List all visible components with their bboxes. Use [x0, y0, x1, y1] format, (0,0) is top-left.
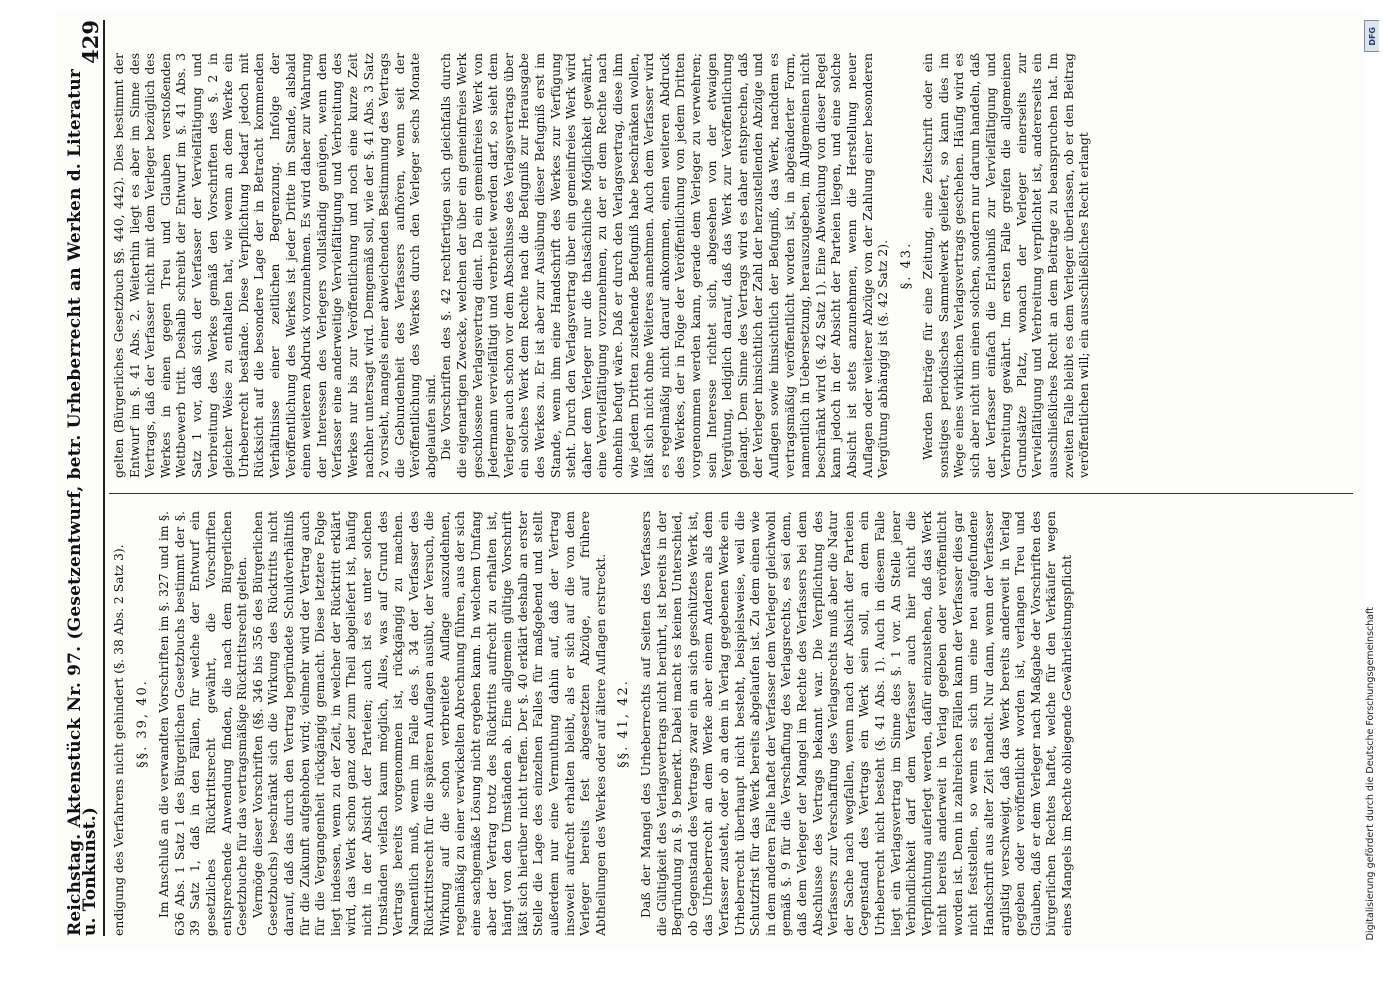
- left-column: [111, 511, 1351, 936]
- paragraph: Daß der Mangel des Urheberrechts auf Seiten des Verfassers die Gültigkeit des Verlagsvertrags nicht berührt, ist bereits in der Begründung zu §. 9 bemerkt. Dabei macht es keinen Unterschied, ob Gegenstand des Vertrags zwar ein an sich geschütztes Werk ist, das Urheberrecht an dem Werke aber einem Anderen als dem Verfasser zusteht, oder ob an dem in Verlag gegebenen Werke ein Urheberrecht überhaupt nicht besteht, beispielsweise, weil die Schutzfrist für das Werk bereits abgelaufen ist. Zu dem einen wie in dem anderen Falle haftet der Verfasser dem Verleger gleichwohl gemäß §. 9 für die Verschaffung des Verlagsrechts, es sei denn, daß dem Verleger der Mangel im Rechte des Verfassers bei dem Abschlusse des Vertrags bekannt war. Die Verpflichtung des Verfassers zur Verschaffung des Verlagsrechts muß aber die Natur der Sache nach wegfallen, wenn nach der Absicht der Parteien Gegenstand des Vertrags ein Werk sein soll, an dem ein Urheberrecht nicht besteht (§. 41 Abs. 1). Auch in diesem Falle liegt ein Verlagsvertrag im Sinne des §. 1 vor. An Stelle jener Verbindlichkeit darf dem Verfasser auch hier nicht die Verpflichtung auferlegt werden, dafür einzustehen, daß das Werk nicht bereits anderweit in Verlag gegeben oder veröffentlicht worden ist. Denn in zahlreichen Fällen kann der Verfasser dies gar nicht feststellen, so wenn es sich um eine neu aufgefundene Handschrift aus alter Zeit handelt. Nur dann, wenn der Verfasser arglistig verschweigt, daß das Werk bereits anderweit in Verlag gegeben oder veröffentlicht worden ist, verlangen Treu und Glauben, daß er dem Verleger nach Maßgabe der Vorschriften des bürgerlichen Rechtes haftet, welche für den Verkäufer wegen eines Mangels im Rechte obliegende Gewährleistungspflicht: [638, 511, 1075, 936]
- right-column: [111, 53, 1351, 478]
- dfg-logo: [1364, 20, 1379, 52]
- section-heading: §. 43.: [898, 241, 914, 290]
- dfg-logo-text: DFG: [1367, 26, 1377, 46]
- section-heading: §§. 41, 42.: [616, 679, 632, 768]
- page-number: 429: [78, 20, 104, 64]
- header-title: Reichstag. Aktenstück Nr. 97. (Gesetzentwurf, betr. Urheberrecht an Werken d. Literatur u. Tonkunst.): [64, 68, 101, 936]
- scanned-page: [55, 10, 1365, 950]
- column-divider: [109, 493, 1353, 494]
- paragraph: Vermöge dieser Vorschriften (§§. 346 bis 356 des Bürgerlichen Gesetzbuchs) beschränkt sich die Wirkung des Rücktritts nicht darauf, daß das durch den Vertrag begründete Schuldverhältniß für die Zukunft aufgehoben wird; vielmehr wird der Vertrag auch für die Vergangenheit rückgängig gemacht. Diese letztere Folge liegt indessen, wenn zu der Zeit, in welcher der Rücktritt erklärt wird, das Werk schon ganz oder zum Theil abgeliefert ist, häufig nicht in der Absicht der Parteien; auch ist es unter solchen Umständen vielfach kaum möglich, Alles, was auf Grund des Vertrags bereits vorgenommen ist, rückgängig zu machen. Namentlich muß, wenn im Falle des §. 34 der Verfasser des Rücktrittsrecht für die späteren Auflagen ausübt, der Versuch, die Wirkung auf die schon verbreitete Auflage auszudehnen, regelmäßig zu einer verwickelten Abrechnung führen, aus der sich eine sachgemäße Lösung nicht ergeben kann. In welchem Umfang aber der Vertrag trotz des Rücktritts aufrecht zu erhalten ist, hängt von den Umständen ab. Eine allgemein gültige Vorschrift läßt sich hierüber nicht treffen. Der §. 40 erklärt deshalb an erster Stelle die Lage des einzelnen Falles für maßgebend und stellt außerdem nur eine Vermuthung dahin auf, daß der Vertrag insoweit aufrecht erhalten bleibt, als er sich auf die von dem Verleger bereits fest abgesetzten Abzüge, auf frühere Abtheilungen des Werkes oder auf ältere Auflagen erstreckt.: [249, 511, 608, 936]
- paragraph: endigung des Verfahrens nicht gehindert (§. 38 Abs. 2 Satz 3).: [111, 544, 126, 936]
- running-header: [65, 20, 105, 936]
- section-heading: §§. 39, 40.: [134, 679, 150, 768]
- paragraph: Werden Beiträge für eine Zeitung, eine Zeitschrift oder ein sonstiges periodisches Sammelwerk geliefert, so kann dies im Wege eines wirklichen Verlagsvertrags geschehen. Häufig wird es sich aber nicht um einen solchen, sondern nur darum handeln, daß der Verfasser einfach die Erlaubniß zur Vervielfältigung und Verbreitung gewährt. Im ersten Falle greifen die allgemeinen Grundsätze Platz, wonach der Verleger einerseits zur Vervielfältigung und Verbreitung verpflichtet ist, andererseits ein ausschließliches Recht an dem Beitrage zu beanspruchen hat. Im zweiten Falle bleibt es dem Verleger überlassen, ob er den Beitrag veröffentlichen will; ein ausschließliches Recht erlangt: [920, 53, 1092, 478]
- paragraph: gelten (Bürgerliches Gesetzbuch §§. 440, 442). Dies bestimmt der Entwurf im §. 41 Abs. 2. Weiterhin liegt es aber im Sinne des Vertrags, daß der Verfasser nicht mit dem Verleger bezüglich des Werkes in einen gegen Treu und Glauben verstoßenden Wettbewerb tritt. Deshalb schreibt der Entwurf im §. 41 Abs. 3 Satz 1 vor, daß sich der Verfasser der Vervielfältigung und Verbreitung des Werkes gemäß den Vorschriften des §. 2 in gleicher Weise zu enthalten hat, wie wenn an dem Werke ein Urheberrecht bestände. Diese Verpflichtung bedarf jedoch mit Rücksicht auf die besondere Lage der in Betracht kommenden Verhältnisse einer zeitlichen Begrenzung. Infolge der Veröffentlichung des Werkes ist jeder Dritte im Stande, alsbald einen weiteren Abdruck vorzunehmen. Es wird daher zur Wahrung der Interessen des Verlegers vollständig genügen, wenn dem Verfasser eine anderweitige Vervielfältigung und Verbreitung des Werkes nur bis zur Veröffentlichung und noch eine kurze Zeit nachher untersagt wird. Demgemäß soll, wie der §. 41 Abs. 3 Satz 2 vorsieht, mangels einer abweichenden Bestimmung des Vertrags die Gebundenheit des Verfassers aufhören, wenn seit der Veröffentlichung des Werkes durch den Verleger sechs Monate abgelaufen sind.: [111, 53, 438, 478]
- digitization-credit: Digitalisierung gefördert durch die Deutsche Forschungsgemeinschaft: [1365, 606, 1376, 940]
- paragraph: Im Anschluß an die verwandten Vorschriften im §. 327 und im §. 636 Abs. 1 Satz 1 des Bürgerlichen Gesetzbuchs bestimmt der §. 39 Satz 1, daß in den Fällen, für welche der Entwurf ein gesetzliches Rücktrittsrecht gewährt, die Vorschriften entsprechende Anwendung finden, die nach dem Bürgerlichen Gesetzbuche für das vertragsmäßige Rücktrittsrecht gelten.: [156, 511, 250, 936]
- paragraph: Die Vorschriften des §. 42 rechtfertigen sich gleichfalls durch die eigenartigen Zwecke, welchen der über ein gemeinfreies Werk geschlossene Verlagsvertrag dient. Da ein gemeinfreies Werk von Jedermann vervielfältigt und verbreitet werden darf, so sieht dem Verleger auch schon vor dem Abschlusse des Verlagsvertrags über ein solches Werk dem Rechte nach die Befugniß zur Herausgabe des Werkes zu. Er ist aber zur Ausübung dieser Befugniß erst im Stande, wenn ihm eine Handschrift des Werkes zur Verfügung steht. Durch den Verlagsvertrag über ein gemeinfreies Werk wird daher dem Verleger nur die thatsächliche Möglichkeit gewährt, eine Vervielfältigung vorzunehmen, zu der er dem Rechte nach ohnehin befugt wäre. Daß er durch den Verlagsvertrag, diese ihm wie jedem Dritten zustehende Befugniß habe beschränken wollen, läßt sich nicht ohne Weiteres annehmen. Auch dem Verfasser wird es regelmäßig nicht darauf ankommen, einen weiteren Abdruck des Werkes, der in Folge der Veröffentlichung von jedem Dritten vorgenommen werden kann, gerade dem Verleger zu verwehren; sein Interesse richtet sich, abgesehen von der etwaigen Vergütung, lediglich darauf, daß das Werk zur Veröffentlichung gelangt. Dem Sinne des Vertrags wird es daher entsprechen, daß der Verleger hinsichtlich der Zahl der herzustellenden Abzüge und Auflagen sowie hinsichtlich der Befugniß, das Werk, nachdem es vertragsmäßig veröffentlicht worden ist, in abgeänderter Form, namentlich in Uebersetzung, herauszugeben, im Allgemeinen nicht beschränkt wird (§. 42 Satz 1). Eine Abweichung von dieser Regel kann jedoch in der Absicht der Parteien liegen, und eine solche Absicht ist stets anzunehmen, wenn die Herstellung neuer Auflagen oder weiterer Abzüge von der Zahlung einer besonderen Vergütung abhängig ist (§. 42 Satz 2).: [438, 53, 891, 478]
- digitization-stamp: [1363, 18, 1379, 982]
